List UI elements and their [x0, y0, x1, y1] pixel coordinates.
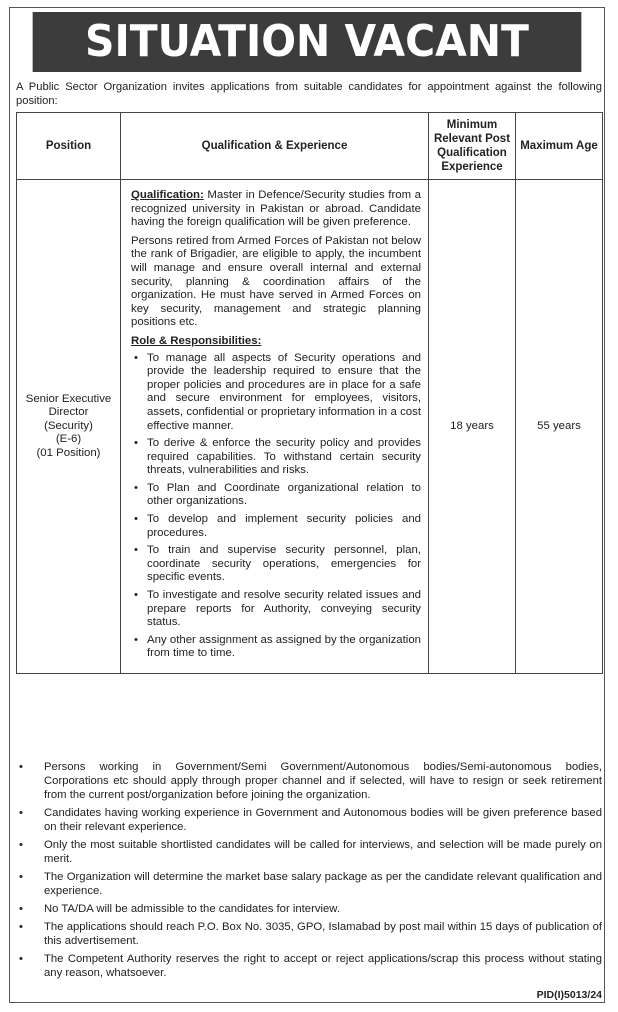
experience-cell: 18 years: [429, 180, 516, 674]
roles-heading: Role & Responsibilities:: [131, 334, 262, 347]
age-cell: 55 years: [516, 180, 603, 674]
position-line: (Security): [44, 419, 93, 432]
qualification-cell: [121, 180, 429, 674]
intro-text: A Public Sector Organization invites applications from suitable candidates for appointment against the following position:: [16, 81, 602, 107]
header-age: Maximum Age: [516, 113, 603, 180]
header-position: Position: [17, 113, 121, 180]
qualification-paragraph: [131, 189, 421, 230]
position-cell: [17, 180, 121, 674]
eligibility-paragraph: Persons retired from Armed Forces of Pakistan not below the rank of Brigadier, are eligible to apply, the incumbent will manage and ensure overall internal and external security, planning & coordination affairs of the organization. He must have served in Armed Forces on key security, management and strategic planning positions etc.: [131, 234, 421, 329]
list-item: • To investigate and resolve security related issues and prepare reports for Authority, conveying security status.: [131, 589, 421, 630]
table-header-row: [17, 113, 603, 180]
header-qualification: Qualification & Experience: [121, 113, 429, 180]
list-item: • To develop and implement security policies and procedures.: [131, 513, 421, 540]
position-line: Senior Executive: [25, 392, 112, 405]
list-item: • The applications should reach P.O. Box No. 3035, GPO, Islamabad by post mail within 15 days of publication of this advertisement.: [16, 920, 602, 948]
position-table: [16, 112, 603, 674]
list-item: • Persons working in Government/Semi Government/Autonomous bodies/Semi-autonomous bodies, Corporations etc should apply through proper channel and if selected, will have to resign or seek retirement from the current post/organization before joining the organization.: [16, 760, 602, 802]
list-item: • Any other assignment as assigned by the organization from time to time.: [131, 634, 421, 661]
list-item: • To manage all aspects of Security operations and provide the leadership required to ensure that the proper policies and procedures are in place for a safe and secure environment for employees, visitors, assets, confidential or proprietary information in a cost effective manner.: [131, 352, 421, 434]
roles-list: [131, 352, 421, 661]
list-item: • The Organization will determine the market base salary package as per the candidate relevant qualification and experience.: [16, 870, 602, 898]
list-item: • To Plan and Coordinate organizational relation to other organizations.: [131, 482, 421, 509]
position-line: (01 Position): [36, 446, 101, 459]
list-item: • Candidates having working experience in Government and Autonomous bodies will be given preference based on their relevant experience.: [16, 806, 602, 834]
list-item: • To derive & enforce the security policy and provides required capabilities. To withstand certain security threats, vulnerabilities and risks.: [131, 437, 421, 478]
position-line: Director: [48, 406, 89, 419]
header-experience: Minimum Relevant Post Qualification Experience: [429, 113, 516, 180]
qualification-text: Master in Defence/Security studies from a recognized university in Pakistan or abroad. Candidate having the foreign qualification will be given preference.: [131, 189, 421, 229]
list-item: • No TA/DA will be admissible to the candidates for interview.: [16, 902, 602, 916]
qualification-label: Qualification:: [131, 189, 204, 201]
table-row: [17, 180, 603, 674]
notes-list: [16, 760, 602, 984]
position-line: (E-6): [55, 433, 82, 446]
list-item: • Only the most suitable shortlisted candidates will be called for interviews, and selection will be made purely on merit.: [16, 838, 602, 866]
list-item: • To train and supervise security personnel, plan, coordinate security operations, emergencies for specific events.: [131, 544, 421, 585]
pid-number: PID(I)5013/24: [536, 989, 602, 1001]
page-title: SITUATION VACANT: [33, 12, 582, 72]
list-item: • The Competent Authority reserves the right to accept or reject applications/scrap this process without stating any reason, whatsoever.: [16, 952, 602, 980]
